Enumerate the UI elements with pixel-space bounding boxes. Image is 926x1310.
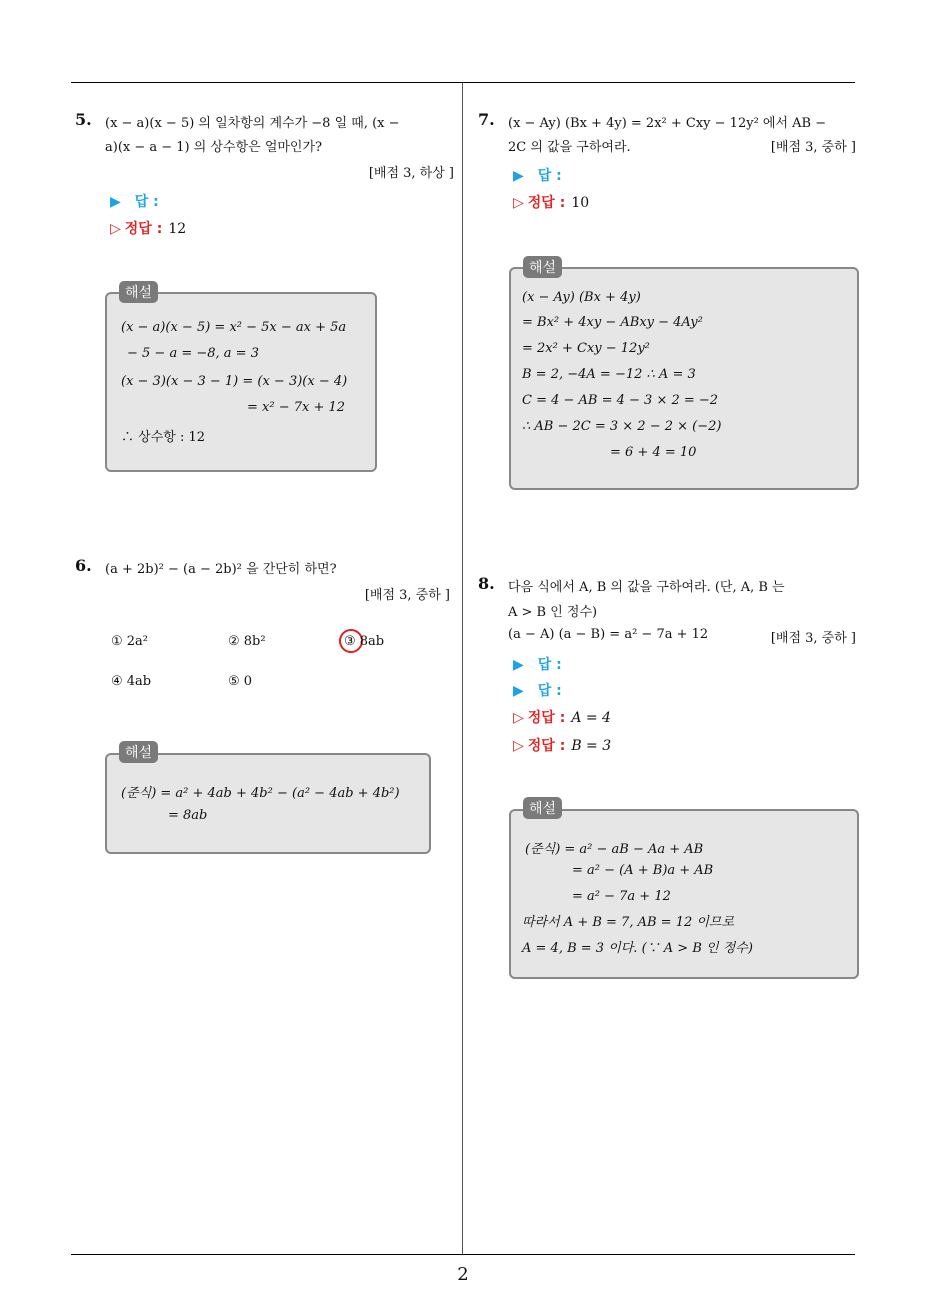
question-text: (x − Ay) (Bx + 4y) = 2x² + Cxy − 12y² 에서 AB −	[508, 116, 827, 131]
solution-line: = 2x² + Cxy − 12y²	[522, 341, 650, 356]
correct-answer-line	[513, 735, 611, 755]
bottom-rule	[71, 1254, 855, 1255]
solution-line: (준식) = a² + 4ab + 4b² − (a² − 4ab + 4b²)	[121, 786, 400, 801]
question-text: A > B 인 정수)	[508, 605, 598, 620]
solution-line: (x − 3)(x − 3 − 1) = (x − 3)(x − 4)	[121, 374, 348, 389]
answer-line	[513, 165, 562, 185]
answer-line	[513, 654, 562, 674]
choice-1[interactable]: ① 2a²	[111, 634, 149, 649]
solution-line: (준식) = a² − aB − Aa + AB	[525, 842, 704, 857]
outline-play-icon: ▷	[513, 738, 524, 754]
solution-line: = x² − 7x + 12	[247, 400, 346, 415]
outline-play-icon: ▷	[513, 195, 524, 211]
question-text: (a + 2b)² − (a − 2b)² 을 간단히 하면?	[105, 562, 337, 577]
solution-line: − 5 − a = −8, a = 3	[127, 346, 259, 361]
correct-value: 10	[571, 195, 590, 211]
answer-line	[513, 680, 562, 700]
solution-line: (x − a)(x − 5) = x² − 5x − ax + 5a	[121, 320, 347, 335]
choice-2[interactable]: ② 8b²	[228, 634, 266, 649]
score-meta: [배점 3, 하상 ]	[368, 166, 454, 181]
solution-line: = 8ab	[168, 808, 208, 823]
correct-answer-line	[513, 192, 589, 212]
question-number: 7.	[478, 110, 495, 129]
correct-answer-line	[513, 707, 611, 727]
correct-label: 정답 :	[527, 195, 566, 211]
question-text: 다음 식에서 A, B 의 값을 구하여라. (단, A, B 는	[508, 580, 785, 595]
solution-tag: 해설	[523, 797, 562, 819]
correct-answer-line	[110, 218, 186, 238]
outline-play-icon: ▷	[513, 710, 524, 726]
choice-3[interactable]: ③ 8ab	[344, 634, 385, 649]
question-number: 8.	[478, 574, 495, 593]
correct-label: 정답 :	[124, 221, 163, 237]
page-number: 2	[457, 1264, 469, 1285]
correct-label: 정답 :	[527, 738, 566, 754]
solution-tag: 해설	[119, 741, 158, 763]
score-meta: [배점 3, 중하 ]	[770, 140, 856, 155]
solution-line: B = 2, −4A = −12 ∴ A = 3	[522, 367, 696, 382]
solution-line: = Bx² + 4xy − ABxy − 4Ay²	[522, 315, 703, 330]
correct-label: 정답 :	[527, 710, 566, 726]
answer-label: 답 :	[537, 657, 562, 673]
solution-line: 따라서 A + B = 7, AB = 12 이므로	[522, 915, 735, 930]
answer-line	[110, 191, 159, 211]
play-icon: ▶	[110, 194, 121, 210]
choice-4[interactable]: ④ 4ab	[111, 674, 152, 689]
question-text: (a − A) (a − B) = a² − 7a + 12	[508, 627, 709, 642]
solution-line: C = 4 − AB = 4 − 3 × 2 = −2	[522, 393, 719, 408]
play-icon: ▶	[513, 168, 524, 184]
solution-tag: 해설	[523, 256, 562, 278]
solution-line: A = 4, B = 3 이다. (∵ A > B 인 정수)	[522, 941, 753, 956]
play-icon: ▶	[513, 657, 524, 673]
solution-box	[105, 753, 431, 854]
solution-tag: 해설	[119, 281, 158, 303]
column-divider	[462, 83, 463, 1255]
score-meta: [배점 3, 중하 ]	[770, 631, 856, 646]
solution-line: = a² − (A + B)a + AB	[572, 863, 714, 878]
question-text: (x − a)(x − 5) 의 일차항의 계수가 −8 일 때, (x −	[105, 116, 400, 131]
answer-label: 답 :	[537, 168, 562, 184]
answer-label: 답 :	[134, 194, 159, 210]
correct-value: 12	[168, 221, 187, 237]
solution-line: ∴ AB − 2C = 3 × 2 − 2 × (−2)	[522, 419, 722, 434]
choice-5[interactable]: ⑤ 0	[228, 674, 253, 689]
outline-play-icon: ▷	[110, 221, 121, 237]
question-number: 5.	[75, 110, 92, 129]
question-number: 6.	[75, 556, 92, 575]
question-text: 2C 의 값을 구하여라.	[508, 140, 631, 155]
solution-line: = 6 + 4 = 10	[610, 445, 697, 460]
solution-line: = a² − 7a + 12	[572, 889, 671, 904]
solution-line: (x − Ay) (Bx + 4y)	[522, 290, 641, 305]
solution-line: ∴ 상수항 : 12	[121, 430, 205, 445]
play-icon: ▶	[513, 683, 524, 699]
answer-label: 답 :	[537, 683, 562, 699]
correct-value: B = 3	[571, 738, 612, 754]
question-text: a)(x − a − 1) 의 상수항은 얼마인가?	[105, 140, 323, 155]
score-meta: [배점 3, 중하 ]	[364, 588, 450, 603]
top-rule	[71, 82, 855, 83]
correct-value: A = 4	[571, 710, 611, 726]
